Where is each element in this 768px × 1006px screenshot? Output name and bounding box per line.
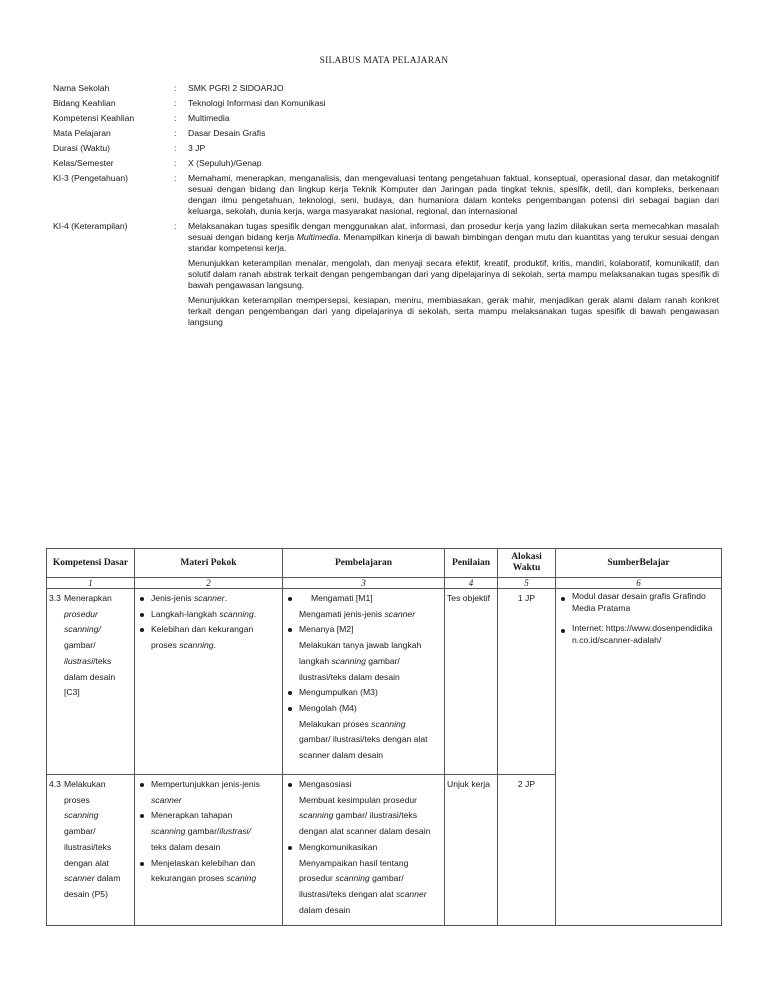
info-label: Kelas/Semester <box>53 158 114 168</box>
materi-cell <box>135 775 283 926</box>
info-row-competency: Kompetensi Keahlian : Multimedia <box>53 113 719 124</box>
kd-cell: 3.3 Menerapkan prosedur scanning/ gambar/ ilustrasi/teks dalam desain [C3] <box>47 589 135 775</box>
info-value: 3 JP <box>188 143 206 153</box>
list-item: Langkah-langkah scanning. <box>137 607 280 623</box>
list-item: Internet: https://www.dosenpendidikan.co.id/scanner-adalah/ <box>558 623 719 646</box>
syllabus-table <box>46 548 722 926</box>
info-value: Memahami, menerapkan, menganalisis, dan mengevaluasi tentang pengetahuan faktual, konseptual, operasional dasar, dan metakognitif sesuai dengan bidang dan lingkup kerja Teknik Komputer dan Jaringan pada tingkat teknis, spesifik, detil, dan kompleks, berkenaan dengan ilmu pengetahuan, teknologi, seni, budaya, dan humaniora dalam konteks pengembangan potensi diri sebagai bagian dari keluarga, sekolah, dunia kerja, warga masyarakat nasional, regional, dan internasional <box>188 173 719 216</box>
materi-cell <box>135 589 283 775</box>
list-item: Mengumpulkan (M3) <box>285 685 442 701</box>
header-materi: Materi Pokok <box>135 549 283 578</box>
alokasi-cell: 1 JP <box>498 589 556 775</box>
pembelajaran-cell: Mengamati [M1] Mengamati jenis-jenis scanner Menanya [M2] Melakukan tanya jawab langkah langkah scanning gambar/ ilustrasi/teks dalam desain Mengumpulkan (M3) Mengolah (M4) Melakukan proses scanning gambar/ ilustrasi/teks dengan alat scanner dalam desain <box>283 589 445 775</box>
header-penilaian: Penilaian <box>445 549 498 578</box>
header-sumber: SumberBelajar <box>556 549 722 578</box>
header-alokasi: Alokasi Waktu <box>498 549 556 578</box>
penilaian-cell: Unjuk kerja <box>445 775 498 926</box>
info-value: Multimedia <box>188 113 230 123</box>
info-label: Durasi (Waktu) <box>53 143 110 153</box>
kd-cell: 4.3 Melakukan proses scanning gambar/ ilustrasi/teks dengan alat scanner dalam desain (P5) <box>47 775 135 926</box>
table-header-row <box>47 549 722 578</box>
identity-section <box>53 83 719 336</box>
info-value: Dasar Desain Grafis <box>188 128 266 138</box>
list-item: Menerapkan tahapan scanning gambar/ilustrasi/ teks dalam desain <box>137 808 280 855</box>
info-row-class: Kelas/Semester : X (Sepuluh)/Genap <box>53 158 719 169</box>
info-label: Bidang Keahlian <box>53 98 116 108</box>
info-value: SMK PGRI 2 SIDOARJO <box>188 83 284 93</box>
info-label: KI-4 (Keterampilan) <box>53 221 128 231</box>
table-row <box>47 589 722 775</box>
list-item: Jenis-jenis scanner. <box>137 591 280 607</box>
penilaian-cell: Tes objektif <box>445 589 498 775</box>
list-item: Mengolah (M4) <box>285 701 442 717</box>
header-pembelajaran: Pembelajaran <box>283 549 445 578</box>
info-label: Nama Sekolah <box>53 83 110 93</box>
column-number-row: 1 2 3 4 5 6 <box>47 578 722 589</box>
info-row-school: Nama Sekolah : SMK PGRI 2 SIDOARJO <box>53 83 719 94</box>
header-kd: Kompetensi Dasar <box>47 549 135 578</box>
info-label: Mata Pelajaran <box>53 128 111 138</box>
info-row-ki3: KI-3 (Pengetahuan) : Memahami, menerapkan, menganalisis, dan mengevaluasi tentang pengetahuan faktual, konseptual, operasional dasar, dan metakognitif sesuai dengan bidang dan lingkup kerja Teknik Komputer dan Jaringan pada tingkat teknis, spesifik, detil, dan kompleks, berkenaan dengan ilmu pengetahuan, teknologi, seni, budaya, dan humaniora dalam konteks pengembangan potensi diri sebagai bagian dari keluarga, sekolah, dunia kerja, warga masyarakat nasional, regional, dan internasional <box>53 173 719 216</box>
list-item: Modul dasar desain grafis Grafindo Media Pratama <box>558 591 719 614</box>
info-row-ki4: KI-4 (Keterampilan) : Melaksanakan tugas spesifik dengan menggunakan alat, informasi, dan prosedur kerja yang lazim dilakukan serta memecahkan masalah sesuai dengan bidang kerja Multimedia. Menampilkan kinerja di bawah bimbingan dengan mutu dan kuantitas yang terukur sesuai dengan standar kompetensi kerja. Menunjukkan keterampilan menalar, mengolah, dan menyaji secara efektif, kreatif, produktif, kritis, mandiri, kolaboratif, komunikatif, dan solutif dalam ranah abstrak terkait dengan pengembangan dari yang dipelajarinya di sekolah, serta mampu melaksanakan tugas spesifik di bawah pengawasan langsung. Menunjukkan keterampilan mempersepsi, kesiapan, meniru, membiasakan, gerak mahir, menjadikan gerak alami dalam ranah konkret terkait dengan pengembangan dari yang dipelajarinya di sekolah, serta mampu melaksanakan tugas spesifik di bawah pengawasan langsung <box>53 221 719 332</box>
info-label: Kompetensi Keahlian <box>53 113 135 123</box>
ki4-paragraph-2: Menunjukkan keterampilan menalar, mengolah, dan menyaji secara efektif, kreatif, produktif, kritis, mandiri, kolaboratif, komunikatif, dan solutif dalam ranah abstrak terkait dengan pengembangan dari yang dipelajarinya di sekolah, serta mampu melaksanakan tugas spesifik di bawah pengawasan langsung. <box>188 258 719 290</box>
info-row-subject: Mata Pelajaran : Dasar Desain Grafis <box>53 128 719 139</box>
page-title: SILABUS MATA PELAJARAN <box>319 56 449 66</box>
list-item: Menjelaskan kelebihan dan kekurangan proses scaning <box>137 856 280 887</box>
list-item: Mengamati [M1] <box>285 591 442 607</box>
info-value: X (Sepuluh)/Genap <box>188 158 262 168</box>
list-item: Menanya [M2] <box>285 622 442 638</box>
pembelajaran-cell: Mengasosiasi Membuat kesimpulan prosedur scanning gambar/ ilustrasi/teks dengan alat scanner dalam desain Mengkomunikasikan Menyampaikan hasil tentang prosedur scanning gambar/ ilustrasi/teks dengan alat scanner dalam desain <box>283 775 445 926</box>
list-item: Kelebihan dan kekurangan proses scanning. <box>137 622 280 653</box>
list-item: Mengkomunikasikan <box>285 840 442 856</box>
list-item: Mengasosiasi <box>285 777 442 793</box>
list-item: Mempertunjukkan jenis-jenis scanner <box>137 777 280 808</box>
info-row-duration: Durasi (Waktu) : 3 JP <box>53 143 719 154</box>
info-row-field: Bidang Keahlian : Teknologi Informasi dan Komunikasi <box>53 98 719 109</box>
ki4-paragraph-1: Melaksanakan tugas spesifik dengan menggunakan alat, informasi, dan prosedur kerja yang lazim dilakukan serta memecahkan masalah sesuai dengan bidang kerja Multimedia. Menampilkan kinerja di bawah bimbingan dengan mutu dan kuantitas yang terukur sesuai dengan standar kompetensi kerja. <box>188 221 719 253</box>
info-label: KI-3 (Pengetahuan) <box>53 173 129 183</box>
sumber-cell <box>556 589 722 926</box>
info-value: Teknologi Informasi dan Komunikasi <box>188 98 326 108</box>
ki4-paragraph-3: Menunjukkan keterampilan mempersepsi, kesiapan, meniru, membiasakan, gerak mahir, menjadikan gerak alami dalam ranah konkret terkait dengan pengembangan dari yang dipelajarinya di sekolah, serta mampu melaksanakan tugas spesifik di bawah pengawasan langsung <box>188 295 719 327</box>
alokasi-cell: 2 JP <box>498 775 556 926</box>
